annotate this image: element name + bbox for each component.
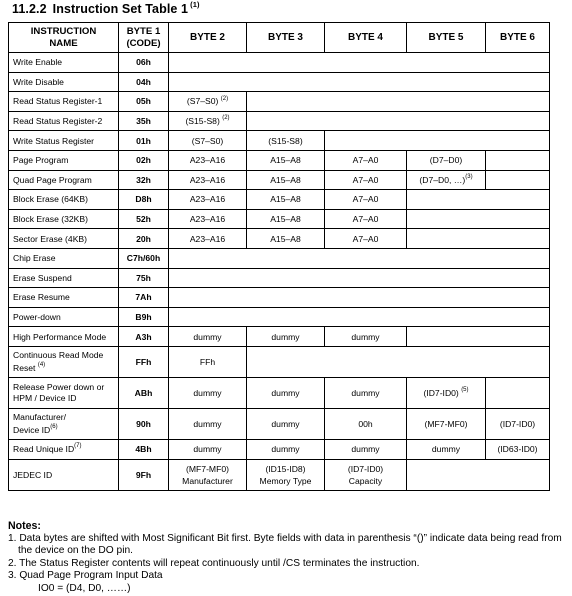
byte2-cell: dummy xyxy=(169,327,247,347)
byte5-cell: (MF7-MF0) xyxy=(407,408,486,439)
byte4-cell: A7–A0 xyxy=(325,209,407,229)
heading-note-ref: (1) xyxy=(190,0,200,9)
byte2-cell: A23–A16 xyxy=(169,209,247,229)
byte2-cell: (S7–S0) $^{(2)}$ xyxy=(169,92,247,112)
instruction-code: A3h xyxy=(119,327,169,347)
byte3-cell: (ID15-ID8) Memory Type xyxy=(247,459,325,490)
byte3-cell: A15–A8 xyxy=(247,170,325,190)
byte2-cell: A23–A16 xyxy=(169,190,247,210)
byte2-cell: dummy xyxy=(169,408,247,439)
instruction-name: Page Program xyxy=(9,150,119,170)
table-header-row xyxy=(9,23,550,53)
instruction-name: Sector Erase (4KB) xyxy=(9,229,119,249)
footnote-ref: (4) xyxy=(37,361,46,368)
instruction-code: 9Fh xyxy=(119,459,169,490)
notes-section xyxy=(8,520,568,596)
empty-cell xyxy=(169,307,550,327)
byte4-cell: A7–A0 xyxy=(325,229,407,249)
byte4-cell: 00h xyxy=(325,408,407,439)
instruction-name: Read Status Register-1 xyxy=(9,92,119,112)
instruction-name: Chip Erase xyxy=(9,248,119,268)
table-row xyxy=(9,377,550,408)
note-1: 1. Data bytes are shifted with Most Significant Bit first. Byte fields with data in parenthesis “()” indicate data being read from the device on the DO pin. xyxy=(8,532,562,557)
byte3-cell: A15–A8 xyxy=(247,229,325,249)
table-row xyxy=(9,53,550,73)
byte2-cell: (S15-S8) $^{(2)}$ xyxy=(169,111,247,131)
instruction-name: Write Disable xyxy=(9,72,119,92)
empty-cell xyxy=(169,72,550,92)
byte2-cell: dummy xyxy=(169,439,247,459)
byte3-cell: dummy xyxy=(247,408,325,439)
empty-cell xyxy=(169,268,550,288)
instruction-code: 04h xyxy=(119,72,169,92)
byte4-cell: dummy xyxy=(325,377,407,408)
byte2-cell: A23–A16 xyxy=(169,170,247,190)
instruction-code: D8h xyxy=(119,190,169,210)
table-row xyxy=(9,150,550,170)
table-row xyxy=(9,209,550,229)
instruction-code: 90h xyxy=(119,408,169,439)
instruction-name: Erase Suspend xyxy=(9,268,119,288)
byte4-cell: (ID7-ID0) Capacity xyxy=(325,459,407,490)
header-byte1: BYTE 1 (CODE) xyxy=(119,23,169,53)
empty-cell xyxy=(486,150,550,170)
footnote-ref: (5) xyxy=(461,387,469,394)
instruction-name: Write Status Register xyxy=(9,131,119,151)
empty-cell xyxy=(407,229,550,249)
byte5-cell: dummy xyxy=(407,439,486,459)
byte3-cell: dummy xyxy=(247,439,325,459)
byte3-cell: A15–A8 xyxy=(247,209,325,229)
note-3: 3. Quad Page Program Input Data xyxy=(8,570,163,582)
header-byte2: BYTE 2 xyxy=(169,23,247,53)
instruction-name: Block Erase (64KB) xyxy=(9,190,119,210)
empty-cell xyxy=(169,248,550,268)
table-row xyxy=(9,268,550,288)
instruction-code: 20h xyxy=(119,229,169,249)
byte2-cell: (S7–S0) xyxy=(169,131,247,151)
table-row xyxy=(9,248,550,268)
empty-cell xyxy=(407,459,550,490)
byte3-cell: dummy xyxy=(247,327,325,347)
table-row xyxy=(9,170,550,190)
byte5-cell: (ID7-ID0) $^{(5)}$ xyxy=(407,377,486,408)
byte3-cell: A15–A8 xyxy=(247,150,325,170)
table-row xyxy=(9,307,550,327)
instruction-code: 32h xyxy=(119,170,169,190)
instruction-name: High Performance Mode xyxy=(9,327,119,347)
header-byte3: BYTE 3 xyxy=(247,23,325,53)
instruction-code: 7Ah xyxy=(119,288,169,308)
instruction-code: 02h xyxy=(119,150,169,170)
empty-cell xyxy=(407,327,550,347)
table-row xyxy=(9,459,550,490)
instruction-name: Read Unique ID$^{(7)}$ xyxy=(9,439,119,459)
empty-cell xyxy=(325,131,550,151)
byte4-cell: dummy xyxy=(325,327,407,347)
empty-cell xyxy=(247,346,550,377)
instruction-code: C7h/60h xyxy=(119,248,169,268)
footnote-ref: (2) xyxy=(220,95,229,102)
footnote-ref: (3) xyxy=(465,174,473,180)
note-2: 2. The Status Register contents will repeat continuously until /CS terminates the instruction. xyxy=(8,557,420,569)
note-3-detail: IO0 = (D4, D0, ……) xyxy=(38,582,131,594)
table-row xyxy=(9,408,550,439)
instruction-code: 75h xyxy=(119,268,169,288)
instruction-code: 06h xyxy=(119,53,169,73)
empty-cell xyxy=(247,92,550,112)
table-row xyxy=(9,346,550,377)
table-row xyxy=(9,229,550,249)
byte2-cell: FFh xyxy=(169,346,247,377)
byte2-cell: A23–A16 xyxy=(169,150,247,170)
instruction-name: Power-down xyxy=(9,307,119,327)
byte4-cell: A7–A0 xyxy=(325,150,407,170)
table-row xyxy=(9,439,550,459)
instruction-code: 01h xyxy=(119,131,169,151)
footnote-ref: (7) xyxy=(74,443,82,450)
empty-cell xyxy=(407,209,550,229)
instruction-name: Write Enable xyxy=(9,53,119,73)
byte4-cell: A7–A0 xyxy=(325,170,407,190)
table-row xyxy=(9,72,550,92)
byte6-cell: (ID7-ID0) xyxy=(486,408,550,439)
header-byte4: BYTE 4 xyxy=(325,23,407,53)
byte2-cell: A23–A16 xyxy=(169,229,247,249)
instruction-code: ABh xyxy=(119,377,169,408)
table-row xyxy=(9,288,550,308)
byte4-cell: A7–A0 xyxy=(325,190,407,210)
byte6-cell: (ID63-ID0) xyxy=(486,439,550,459)
empty-cell xyxy=(247,111,550,131)
instruction-name: Erase Resume xyxy=(9,288,119,308)
instruction-name: Release Power down or HPM / Device ID xyxy=(9,377,119,408)
instruction-code: 35h xyxy=(119,111,169,131)
instruction-code: B9h xyxy=(119,307,169,327)
section-title: Instruction Set Table 1 xyxy=(52,2,189,17)
table-row xyxy=(9,190,550,210)
byte3-cell: (S15-S8) xyxy=(247,131,325,151)
instruction-name: Continuous Read Mode Reset $^{(4)}$ xyxy=(9,346,119,377)
header-byte6: BYTE 6 xyxy=(486,23,550,53)
instruction-code: 52h xyxy=(119,209,169,229)
empty-cell xyxy=(486,170,550,190)
byte3-cell: A15–A8 xyxy=(247,190,325,210)
section-number: 11.2.2 xyxy=(12,2,47,17)
instruction-name: Read Status Register-2 xyxy=(9,111,119,131)
empty-cell xyxy=(169,53,550,73)
table-row xyxy=(9,327,550,347)
instruction-code: FFh xyxy=(119,346,169,377)
byte5-cell: (D7–D0, …)$^{(3)}$ xyxy=(407,170,486,190)
section-heading xyxy=(12,1,200,16)
byte2-cell: (MF7-MF0) Manufacturer xyxy=(169,459,247,490)
empty-cell xyxy=(407,190,550,210)
notes-title: Notes: xyxy=(8,520,41,532)
header-instruction-name: INSTRUCTION NAME xyxy=(9,23,119,53)
instruction-code: 4Bh xyxy=(119,439,169,459)
table-row xyxy=(9,111,550,131)
instruction-name: JEDEC ID xyxy=(9,459,119,490)
byte2-cell: dummy xyxy=(169,377,247,408)
instruction-name: Quad Page Program xyxy=(9,170,119,190)
byte5-cell: (D7–D0) xyxy=(407,150,486,170)
empty-cell xyxy=(169,288,550,308)
table-row xyxy=(9,92,550,112)
instruction-set-table xyxy=(8,22,550,491)
instruction-code: 05h xyxy=(119,92,169,112)
footnote-ref: (6) xyxy=(50,423,58,430)
footnote-ref: (2) xyxy=(222,115,230,122)
empty-cell xyxy=(486,377,550,408)
header-byte5: BYTE 5 xyxy=(407,23,486,53)
byte4-cell: dummy xyxy=(325,439,407,459)
instruction-name: Manufacturer/ Device ID$^{(6)}$ xyxy=(9,408,119,439)
byte3-cell: dummy xyxy=(247,377,325,408)
instruction-name: Block Erase (32KB) xyxy=(9,209,119,229)
table-row xyxy=(9,131,550,151)
